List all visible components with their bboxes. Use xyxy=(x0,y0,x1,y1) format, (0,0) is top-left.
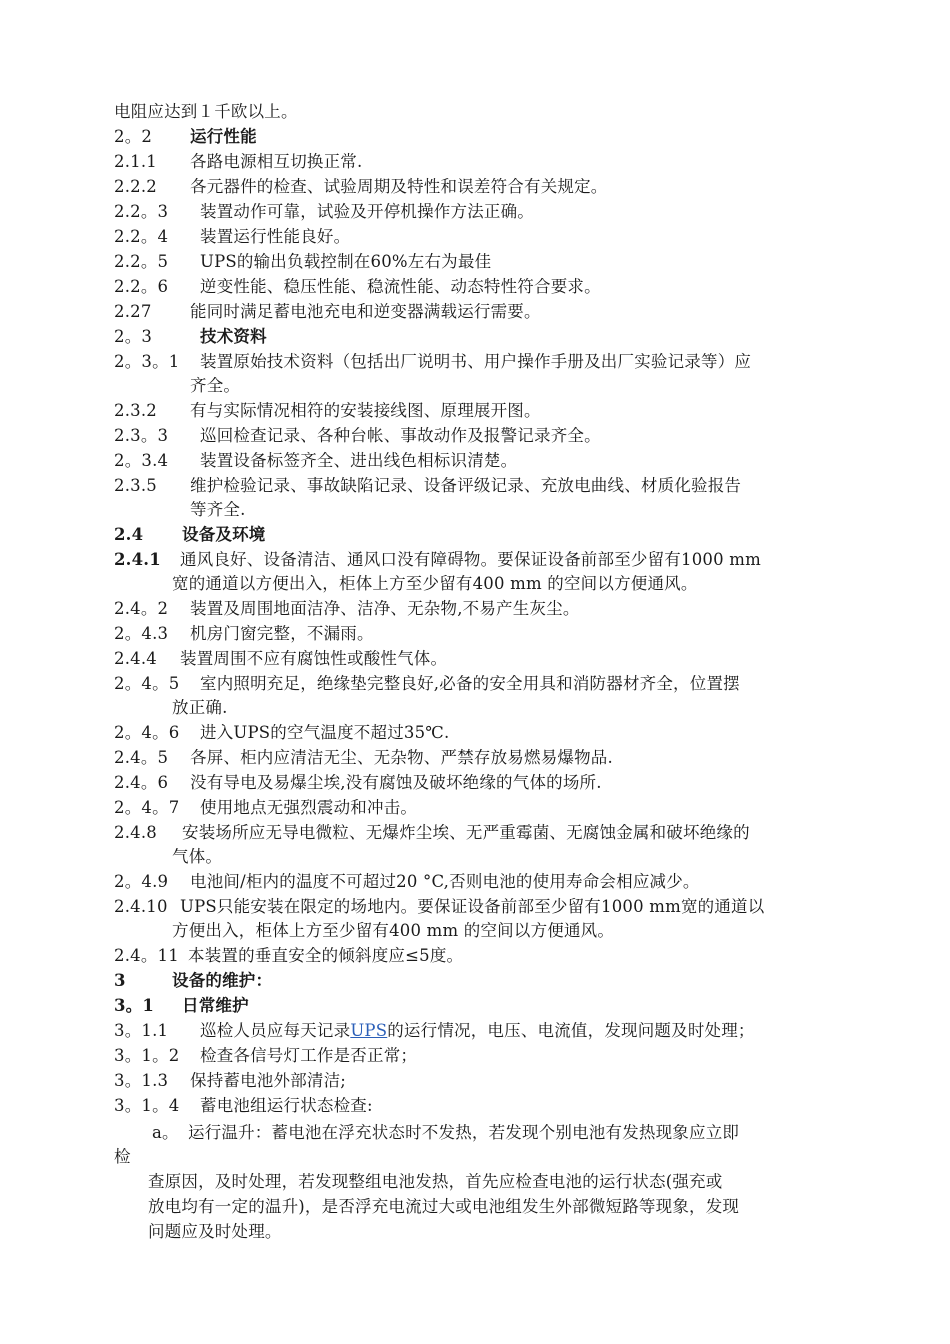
item-text: 能同时满足蓄电池充电和逆变器满载运行需要。 xyxy=(190,302,541,321)
line-text: 电阻应达到１千欧以上。 xyxy=(114,102,298,121)
list-item xyxy=(114,275,601,299)
item-number: 2。4。6 xyxy=(114,723,180,742)
item-continuation xyxy=(148,1220,282,1244)
item-text: 逆变性能、稳压性能、稳流性能、动态特性符合要求。 xyxy=(200,277,601,296)
item-number: 2.3。3 xyxy=(114,426,169,445)
item-text: 各屏、柜内应清洁无尘、无杂物、严禁存放易燃易爆物品. xyxy=(190,748,613,767)
list-item xyxy=(114,424,601,448)
item-number: 3。1.1 xyxy=(114,1021,169,1040)
list-item xyxy=(114,300,541,324)
item-text: 装置及周围地面洁净、洁净、无杂物,不易产生灰尘。 xyxy=(190,599,580,618)
section-heading xyxy=(114,125,257,149)
item-text: 巡回检查记录、各种台帐、事故动作及报警记录齐全。 xyxy=(200,426,601,445)
item-number: 2.4。11 xyxy=(114,946,179,965)
list-item xyxy=(114,225,350,249)
list-item xyxy=(114,548,761,572)
list-item xyxy=(114,647,447,671)
item-number: 2.2。5 xyxy=(114,252,169,271)
item-text: 运行温升：蓄电池在浮充状态时不发热，若发现个别电池有发热现象应立即 xyxy=(188,1123,740,1142)
list-item xyxy=(114,150,362,174)
item-text: UPS的输出负载控制在60%左右为最佳 xyxy=(200,252,492,271)
item-number: 2.4.10 xyxy=(114,897,168,916)
item-text: 巡检人员应每天记录 xyxy=(200,1021,351,1040)
list-item xyxy=(114,399,541,423)
item-number: 2。4。5 xyxy=(114,674,180,693)
list-item xyxy=(114,895,764,919)
section-number: 2。3 xyxy=(114,327,153,346)
item-number: 2.4.4 xyxy=(114,649,157,668)
item-number: 2.27 xyxy=(114,302,152,321)
item-text: 通风良好、设备清洁、通风口没有障碍物。要保证设备前部至少留有1000 mm xyxy=(180,550,761,569)
item-text: 室内照明充足，绝缘垫完整良好,必备的安全用具和消防器材齐全，位置摆 xyxy=(200,674,740,693)
section-number: 2。2 xyxy=(114,127,153,146)
item-text: 装置设备标签齐全、进出线色相标识清楚。 xyxy=(200,451,518,470)
item-text: 机房门窗完整，不漏雨。 xyxy=(190,624,374,643)
item-text: 查原因，及时处理，若发现整组电池发热，首先应检查电池的运行状态(强充或 xyxy=(148,1172,723,1191)
item-continuation xyxy=(190,498,246,522)
section-title: 设备及环境 xyxy=(182,525,266,544)
item-number: 2.2。6 xyxy=(114,277,169,296)
section-number: 3 xyxy=(114,971,126,990)
item-number: 2。4.9 xyxy=(114,872,169,891)
item-number: 2。4。7 xyxy=(114,798,180,817)
list-item xyxy=(114,350,751,374)
item-text: 蓄电池组运行状态检查: xyxy=(200,1096,373,1115)
list-item xyxy=(114,597,580,621)
item-number: 2.2。3 xyxy=(114,202,169,221)
item-number: 2.4。5 xyxy=(114,748,169,767)
item-text: 放正确. xyxy=(172,698,228,717)
list-item xyxy=(114,1069,346,1093)
item-number: 3。1。2 xyxy=(114,1046,180,1065)
list-item xyxy=(114,796,417,820)
item-text: 保持蓄电池外部清洁; xyxy=(190,1071,347,1090)
section-title: 运行性能 xyxy=(190,127,257,146)
list-item xyxy=(114,870,700,894)
section-heading xyxy=(114,325,267,349)
list-item xyxy=(114,821,750,845)
item-text: 维护检验记录、事故缺陷记录、设备评级记录、充放电曲线、材质化验报告 xyxy=(190,476,742,495)
list-item xyxy=(114,449,517,473)
item-continuation xyxy=(172,845,222,869)
list-item xyxy=(114,771,602,795)
item-text: 本装置的垂直安全的倾斜度应≤5度。 xyxy=(188,946,464,965)
item-continuation xyxy=(114,1145,131,1169)
item-continuation xyxy=(172,696,228,720)
item-text: 的运行情况，电压、电流值，发现问题及时处理； xyxy=(387,1021,755,1040)
item-text: 宽的通道以方便出入，柜体上方至少留有400 mm 的空间以方便通风。 xyxy=(172,574,698,593)
item-text: 等齐全. xyxy=(190,500,246,519)
list-item xyxy=(114,622,374,646)
item-text: 有与实际情况相符的安装接线图、原理展开图。 xyxy=(190,401,541,420)
item-text: 装置周围不应有腐蚀性或酸性气体。 xyxy=(180,649,448,668)
item-text: 各路电源相互切换正常. xyxy=(190,152,363,171)
list-item xyxy=(114,200,534,224)
item-continuation xyxy=(148,1195,739,1219)
item-text: 检查各信号灯工作是否正常； xyxy=(200,1046,418,1065)
item-number: 2。4.3 xyxy=(114,624,169,643)
item-number: 2.4.8 xyxy=(114,823,157,842)
item-number: 2.2。4 xyxy=(114,227,169,246)
item-text: 装置运行性能良好。 xyxy=(200,227,351,246)
item-continuation xyxy=(190,374,240,398)
list-item xyxy=(114,721,449,745)
item-number: 2.4。6 xyxy=(114,773,169,792)
item-number: 2.2.2 xyxy=(114,177,157,196)
item-text: 齐全。 xyxy=(190,376,241,395)
item-number: 2.3.2 xyxy=(114,401,157,420)
item-text: 装置动作可靠，试验及开停机操作方法正确。 xyxy=(200,202,534,221)
item-text: 问题应及时处理。 xyxy=(148,1222,282,1241)
item-number: 2.4。2 xyxy=(114,599,169,618)
list-item xyxy=(114,175,608,199)
item-text: 进入UPS的空气温度不超过35℃. xyxy=(200,723,450,742)
list-item xyxy=(114,1094,373,1118)
section-number: 2.4 xyxy=(114,525,144,544)
item-text: UPS只能安装在限定的场地内。要保证设备前部至少留有1000 mm宽的通道以 xyxy=(180,897,765,916)
item-text: 气体。 xyxy=(172,847,223,866)
item-number: 2.4.1 xyxy=(114,550,161,569)
text-line xyxy=(114,100,298,124)
section-heading xyxy=(114,994,249,1018)
item-text: 装置原始技术资料（包括出厂说明书、用户操作手册及出厂实验记录等）应 xyxy=(200,352,752,371)
section-title: 技术资料 xyxy=(200,327,267,346)
list-item xyxy=(114,474,741,498)
list-item xyxy=(114,250,491,274)
list-item xyxy=(114,746,613,770)
item-continuation xyxy=(172,919,614,943)
item-text: 电池间/柜内的温度不可超过20 °C,否则电池的使用寿命会相应减少。 xyxy=(190,872,700,891)
item-text: 各元器件的检查、试验周期及特性和误差符合有关规定。 xyxy=(190,177,608,196)
item-text: 放电均有一定的温升)，是否浮充电流过大或电池组发生外部微短路等现象，发现 xyxy=(148,1197,740,1216)
list-item xyxy=(114,1044,417,1068)
list-item xyxy=(114,1019,755,1043)
item-text: 没有导电及易爆尘埃,没有腐蚀及破坏绝缘的气体的场所. xyxy=(190,773,602,792)
item-text: 方便出入，柜体上方至少留有400 mm 的空间以方便通风。 xyxy=(172,921,615,940)
item-text: 使用地点无强烈震动和冲击。 xyxy=(200,798,418,817)
section-heading xyxy=(114,523,266,547)
item-number: 3。1.3 xyxy=(114,1071,169,1090)
item-continuation xyxy=(172,572,698,596)
item-number: 3。1。4 xyxy=(114,1096,180,1115)
item-number: 2。3。1 xyxy=(114,352,180,371)
section-number: 3。1 xyxy=(114,996,155,1015)
list-item xyxy=(114,672,740,696)
item-text: 安装场所应无导电微粒、无爆炸尘埃、无严重霉菌、无腐蚀金属和破坏绝缘的 xyxy=(182,823,750,842)
item-continuation xyxy=(148,1170,722,1194)
section-title: 日常维护 xyxy=(182,996,249,1015)
section-title: 设备的维护： xyxy=(172,971,273,990)
sub-item-label: a。 xyxy=(152,1123,179,1142)
item-number: 2.1.1 xyxy=(114,152,157,171)
section-heading xyxy=(114,969,272,993)
list-item xyxy=(114,944,463,968)
item-number: 2.3.5 xyxy=(114,476,157,495)
sub-item xyxy=(152,1121,739,1145)
item-text: 检 xyxy=(114,1147,131,1166)
item-number: 2。3.4 xyxy=(114,451,169,470)
ups-link[interactable]: UPS xyxy=(350,1021,388,1040)
